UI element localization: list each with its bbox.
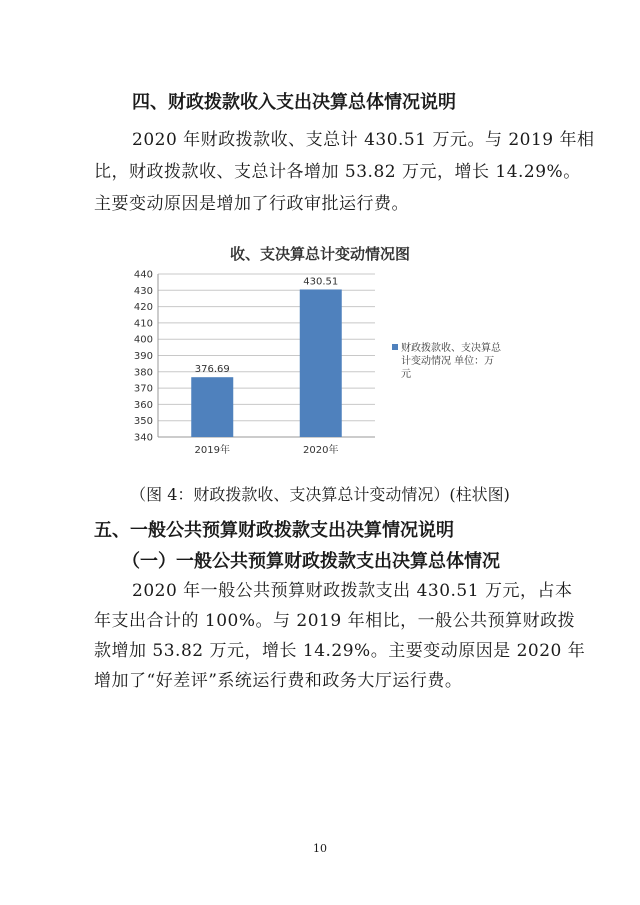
section4-line-2: 比，财政拨款收、支总计各增加 53.82 万元，增长 14.29%。 [94, 162, 581, 182]
bar [300, 289, 342, 437]
legend-swatch [392, 344, 398, 350]
bar [191, 377, 233, 437]
chart-title: 收、支决算总计变动情况图 [229, 245, 410, 263]
figure-caption: （图 4：财政拨款收、支决算总计变动情况）(柱状图) [130, 485, 510, 504]
legend-label: 计变动情况 单位：万 [401, 356, 495, 367]
section5-heading: 五、一般公共预算财政拨款支出决算情况说明 [94, 520, 454, 541]
x-tick-label: 2020年 [303, 445, 339, 456]
section5-line-3: 款增加 53.82 万元，增长 14.29%。主要变动原因是 2020 年 [94, 641, 586, 661]
y-tick-label: 440 [133, 269, 153, 281]
section5-subheading: （一）一般公共预算财政拨款支出决算总体情况 [122, 551, 500, 572]
section4-heading: 四、财政拨款收入支出决算总体情况说明 [132, 92, 456, 113]
legend-label: 财政拨款收、支决算总 [401, 343, 501, 354]
y-tick-label: 380 [133, 367, 153, 379]
section4-line-1: 2020 年财政拨款收、支总计 430.51 万元。与 2019 年相 [132, 130, 595, 150]
section5-line-1: 2020 年一般公共预算财政拨款支出 430.51 万元，占本 [132, 581, 573, 601]
page-number: 10 [313, 842, 327, 855]
y-tick-label: 370 [133, 383, 153, 395]
data-label: 376.69 [194, 364, 230, 376]
legend-label: 元 [401, 369, 411, 380]
y-tick-label: 350 [133, 416, 153, 428]
section5-line-4: 增加了“好差评”系统运行费和政务大厅运行费。 [94, 671, 463, 691]
bar-chart [0, 262, 640, 482]
section4-line-3: 主要变动原因是增加了行政审批运行费。 [94, 194, 409, 214]
y-tick-label: 420 [133, 302, 153, 314]
y-tick-label: 410 [133, 318, 153, 330]
y-tick-label: 430 [133, 285, 153, 297]
y-tick-label: 390 [133, 351, 153, 362]
y-tick-label: 400 [133, 334, 153, 346]
y-tick-label: 340 [133, 432, 153, 444]
x-tick-label: 2019年 [194, 445, 230, 456]
y-tick-label: 360 [133, 399, 153, 411]
data-label: 430.51 [303, 276, 339, 288]
section5-line-2: 年支出合计的 100%。与 2019 年相比，一般公共预算财政拨 [94, 611, 576, 631]
